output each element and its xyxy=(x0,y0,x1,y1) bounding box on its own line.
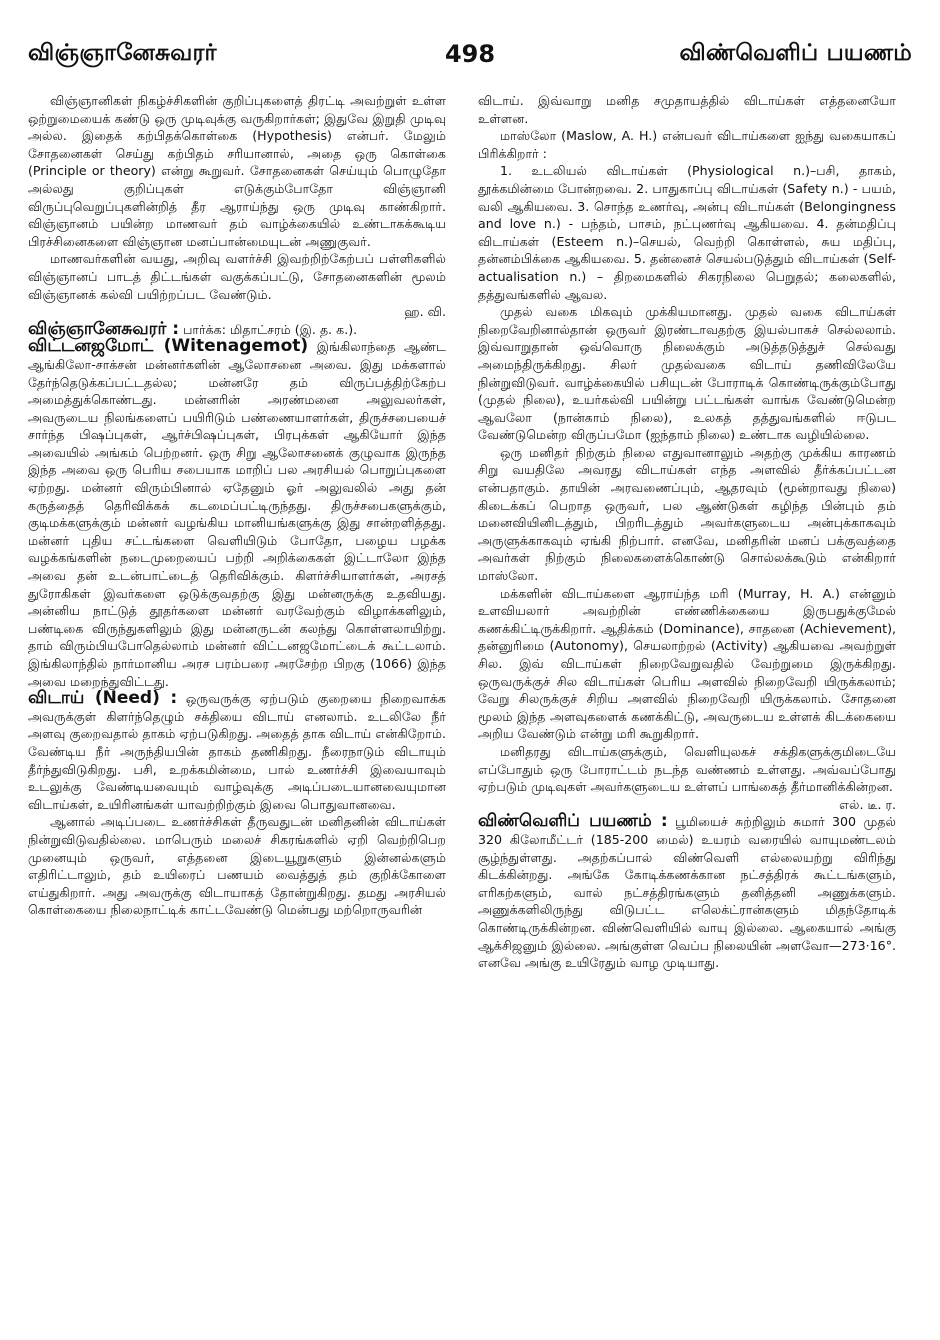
paragraph: மாணவர்களின் வயது, அறிவு வளர்ச்சி இவற்றிற்கேற்பப் பள்ளிகளில் விஞ்ஞானப் பாடத் திட்டங்கள் வகுக்கப்பட்டு, சோதனைகளின் மூலம் விஞ்ஞானக் கல்வி பயிற்றப்பட வேண்டும். xyxy=(28,251,446,302)
left-column xyxy=(28,92,446,1324)
author-initials: எல். டீ. ர. xyxy=(839,796,896,812)
entry-text: பூமியைச் சுற்றிலும் சுமார் 300 முதல் 320 கிலோமீட்டர் (185-200 மைல்) உயரம் வரையில் வாயுமண்டலம் சூழ்ந்துள்ளது. அதற்கப்பால் விண்வெளி எல்லையற்று விரிந்து கிடக்கின்றது. அங்கே கோடிக்கணக்கான நட்சத்திரக் கூட்டங்களும், எரிகற்களும், வால் நட்சத்திரங்களும் தனித்தனி அணுக்களும். அணுக்களிலிருந்து விடுபட்ட எலெக்ட்ரான்களும் மிதந்தோடிக் கொண்டிருக்கின்றன. விண்வெளியில் வாயு இல்லை. ஆகையால் அங்கு ஆக்சிஜனும் இல்லை. அங்குள்ள வெப்ப நிலையின் அளவோ—273·16°. எனவே அங்கு உயிரேதும் வாழ முடியாது. xyxy=(478,814,896,971)
entry-heading: விட்டனஜமோட் (Witenagemot) xyxy=(28,336,309,357)
paragraph: முதல் வகை மிகவும் முக்கியமானது. முதல் வகை விடாய்கள் நிறைவேறினால்தான் ஒருவர் இரண்டாவதற்கு இயல்பாகச் செல்லலாம். இவ்வாறுதான் ஒவ்வொரு நிலைக்கும் அடுத்தடுத்துச் செல்வது அமைந்திருக்கிறது. சிலர் முதல்வகை விடாய் தணிவிலேயே நின்றுவிடுவர். வாழ்க்கையில் பசியுடன் போராடிக் கொண்டிருக்கும்போது (முதல் நிலை), உயர்கல்வி பயின்று பட்டங்கள் வாங்க வேண்டுமென்ற ஆவலோ (நான்காம் நிலை), உலகத் தத்துவங்களில் ஈடுபட வேண்டுமென்ற விருப்பமோ (ஐந்தாம் நிலை) உண்டாக வழியில்லை. xyxy=(478,304,896,443)
entry-heading: விடாய் (Need) : xyxy=(28,688,178,709)
page-number: 498 xyxy=(444,40,496,68)
entry-heading: விஞ்ஞானேசுவரர் : xyxy=(28,318,180,339)
entry-text: இங்கிலாந்தை ஆண்ட ஆங்கிலோ-சாக்சன் மன்னர்களின் ஆலோசனை அவை. இது மக்களால் தேர்ந்தெடுக்கப்பட்டதல்ல; மன்னரே தம் விருப்பத்திற்கேற்ப அமைத்துக்கொண்டது. மன்னரின் அரண்மனை அலுவலர்கள், அவருடைய நிலங்களைப் பயிரிடும் பண்ணையாளர்கள், திருச்சபையைச் சார்ந்த பிஷப்புகள், ஆர்ச்பிஷப்புகள், பிரபுக்கள் ஆகியோர் இந்த அவையில் அங்கம் பெற்றனர். ஒரு சிறு ஆலோசனைக் குழுவாக இருந்த இந்த அவை ஒரு பெரிய சபையாக மாறிப் பல அரசியல் பொறுப்புகளை ஏற்றது. மன்னர் விரும்பினால் ஏதேனும் ஓர் அலுவலில் அது தன் கருத்தைத் தெரிவிக்கக் கடமைப்பட்டிருந்தது. திருச்சபைகளுக்கும், குடிமக்களுக்கும் மன்னர் வழங்கிய மானியங்களுக்கு இது சான்றளித்தது. மன்னர் புதிய சட்டங்களை வெளியிடும் போதோ, பழைய பழக்க வழக்கங்களின் நடைமுறையைப் பற்றி அறிக்கைகள் இட்டாலோ இந்த அவை தன் உடன்பாட்டைத் தெரிவிக்கும். கிளர்ச்சியாளர்கள், அரசத் துரோகிகள் இவர்களை ஒடுக்குவதற்கு இது மன்னருக்கு உதவியது. அன்னிய நாட்டுத் தூதர்களை மன்னர் வரவேற்கும் விழாக்களிலும், பண்டிகை விருந்துகளிலும் இது மன்னருடன் கலந்து கொள்ளலாயிற்று. தாம் விரும்பியபோதெல்லாம் மன்னர் விட்டனஜமோட்டைக் கூட்டலாம். இங்கிலாந்தில் நார்மானிய அரச பரம்பரை அரசேற்ற பிறகு (1066) இந்த அவை மறைந்துவிட்டது. xyxy=(28,339,446,689)
entry-space-travel xyxy=(478,813,896,971)
running-head-right: விண்வெளிப் பயணம் xyxy=(679,39,912,66)
author-initials: ஹ. வி. xyxy=(404,304,446,320)
entry-text: ஒருவருக்கு ஏற்படும் குறையை நிறைவாக்க அவருக்குள் கிளர்ந்தெழும் சக்தியை விடாய் எனலாம். உடலிலே நீர் அளவு குறைவதால் தாகம் ஏற்படுகிறது. அதைத் தாக விடாய் என்கிறோம். வேண்டிய நீர் அருந்தியபின் தாகம் தணிகிறது. நீரைநாடும் விடாயும் தீர்ந்துவிடுகிறது. பசி, உறக்கமின்மை, பால் உணர்ச்சி இவையாவும் உடலுக்கு வேண்டியவையும் வாழ்வுக்கு அடிப்படையானவையுமான விடாய்கள், உயிரினங்கள் யாவற்றிற்கும் இவை பொதுவானவை. xyxy=(28,691,446,812)
paragraph: ஆனால் அடிப்படை உணர்ச்சிகள் தீருவதுடன் மனிதனின் விடாய்கள் நின்றுவிடுவதில்லை. மாபெரும் மலைச் சிகரங்களில் ஏறி வெற்றிபெற முனையும் ஒருவர், எத்தனை இடையூறுகளும் இன்னல்களும் எதிரிட்டாலும், தம் உயிரைப் பணயம் வைத்துத் தம் குறிக்கோளை எய்துகிறார். அது அவருக்கு விடாயாகத் தோன்றுகிறது. தமது அரசியல் கொள்கையை நிலைநாட்டிக் காட்டவேண்டு மென்பது மற்றொருவரின் xyxy=(28,814,446,918)
paragraph: மனிதரது விடாய்களுக்கும், வெளியுலகச் சக்திகளுக்குமிடையே எப்போதும் ஒரு போராட்டம் நடந்த வண்ணம் உள்ளது. அவ்வப்போது ஏற்படும் முடிவுகள் அவர்களுடைய உள்ளப் பாங்கைத் தீர்மானிக்கின்றன. xyxy=(478,743,896,795)
entry-need xyxy=(28,690,446,813)
paragraph: விஞ்ஞானிகள் நிகழ்ச்சிகளின் குறிப்புகளைத் திரட்டி அவற்றுள் உள்ள ஒற்றுமையைக் கண்டு ஒரு முடிவுக்கு வருகிறார்கள்; இதுவே இறுதி முடிவு அல்ல. இதைக் கற்பிதக்கொள்கை (Hypothesis) என்பர். மேலும் சோதனைகள் செய்து கற்பிதம் சரியானால், அதை ஒரு கொள்கை (Principle or theory) என்று கூறுவர். சோதனைகள் செய்யும் பொழுதோ அல்லது குறிப்புகள் எடுக்கும்போதோ விஞ்ஞானி விருப்புவெறுப்புகளின்றித் தீர ஆராய்ந்து ஒரு முடிவு காண்கிறார். விஞ்ஞானம் பயின்ற மாணவர் தம் வாழ்க்கையில் உண்டாகக்கூடிய பிரச்சினைகளை விஞ்ஞான மனப்பான்மையுடன் அணுகுவர். xyxy=(28,93,446,249)
paragraph: ஒரு மனிதர் நிற்கும் நிலை எதுவானாலும் அதற்கு முக்கிய காரணம் சிறு வயதிலே அவரது விடாய்கள் எந்த அளவில் தீர்க்கப்பட்டன என்பதாகும். தாயின் அரவணைப்பும், ஆதரவும் (மூன்றாவது நிலை) கிடைக்கப் பெறாத ஒருவர், பல ஆண்டுகள் கழிந்த பின்பும் தம் மனைவியினிடத்தும், பிறரிடத்தும் அவர்களுடைய அன்புக்காகவும் அருளுக்காகவும் ஏங்கி நிற்பார். எனவே, மனிதரின் மனப் பக்குவத்தை அவர்கள் நிற்கும் நிலைகளைக்கொண்டு சொல்லக்கூடும் என்கிறார் மாஸ்லோ. xyxy=(478,444,896,584)
right-column xyxy=(478,92,896,1324)
paragraph: விடாய். இவ்வாறு மனித சமுதாயத்தில் விடாய்கள் எத்தனையோ உள்ளன. xyxy=(478,93,896,126)
entry-text: பார்க்க: மிதாட்சரம் (இ. த. க.). xyxy=(183,321,358,337)
page-header xyxy=(28,30,912,78)
entry-witenagemot xyxy=(28,338,446,690)
entry-heading: விண்வெளிப் பயணம் : xyxy=(478,811,668,832)
paragraph: 1. உடலியல் விடாய்கள் (Physiological n.)–பசி, தாகம், தூக்கமின்மை போன்றவை. 2. பாதுகாப்பு விடாய்கள் (Safety n.) - பயம், வலி ஆகியவை. 3. சொந்த உணர்வு, அன்பு விடாய்கள் (Belongingness and love n.) - பந்தம், பாசம், நட்புணர்வு ஆகியவை. 4. தன்மதிப்பு விடாய்கள் (Esteem n.)–செயல், வெற்றி கொள்ளல், சுய மதிப்பு, தன்னம்பிக்கை ஆகியவை. 5. தன்னைச் செயல்படுத்தும் விடாய்கள் (Self-actualisation n.) – திறமைகளில் சிகரநிலை பெறுதல்; கலைகளில், தத்துவங்களில் ஆவல. xyxy=(478,163,896,302)
paragraph: மாஸ்லோ (Maslow, A. H.) என்பவர் விடாய்களை ஐந்து வகையாகப் பிரிக்கிறார் : xyxy=(478,128,896,161)
paragraph: மக்களின் விடாய்களை ஆராய்ந்த மரி (Murray, H. A.) என்னும் உளவியலார் அவற்றின் எண்ணிக்கையை இருபதுக்குமேல் கணக்கிட்டிருக்கிறார். ஆதிக்கம் (Dominance), சாதனை (Achievement), தன்னுரிமை (Autonomy), செயலாற்றல் (Activity) ஆகியவை அவற்றுள் சில. இவ் விடாய்கள் நிறைவேறுவதில் வேற்றுமை இருக்கிறது. ஒருவருக்குச் சில விடாய்கள் பெரிய அளவில் நிறைவேறி யிருக்கலாம்; வேறு சிலருக்குச் சிறிய அளவில் நிறைவேறி யிருக்கலாம். சோதனை மூலம் இந்த அளவுகளைக் கணக்கிட்டு, அவருடைய உள்ளக் கிடக்கையை அறிய வேண்டும் என்று மரி கூறுகிறார். xyxy=(478,585,896,742)
running-head-left: விஞ்ஞானேசுவரர் xyxy=(28,39,217,66)
